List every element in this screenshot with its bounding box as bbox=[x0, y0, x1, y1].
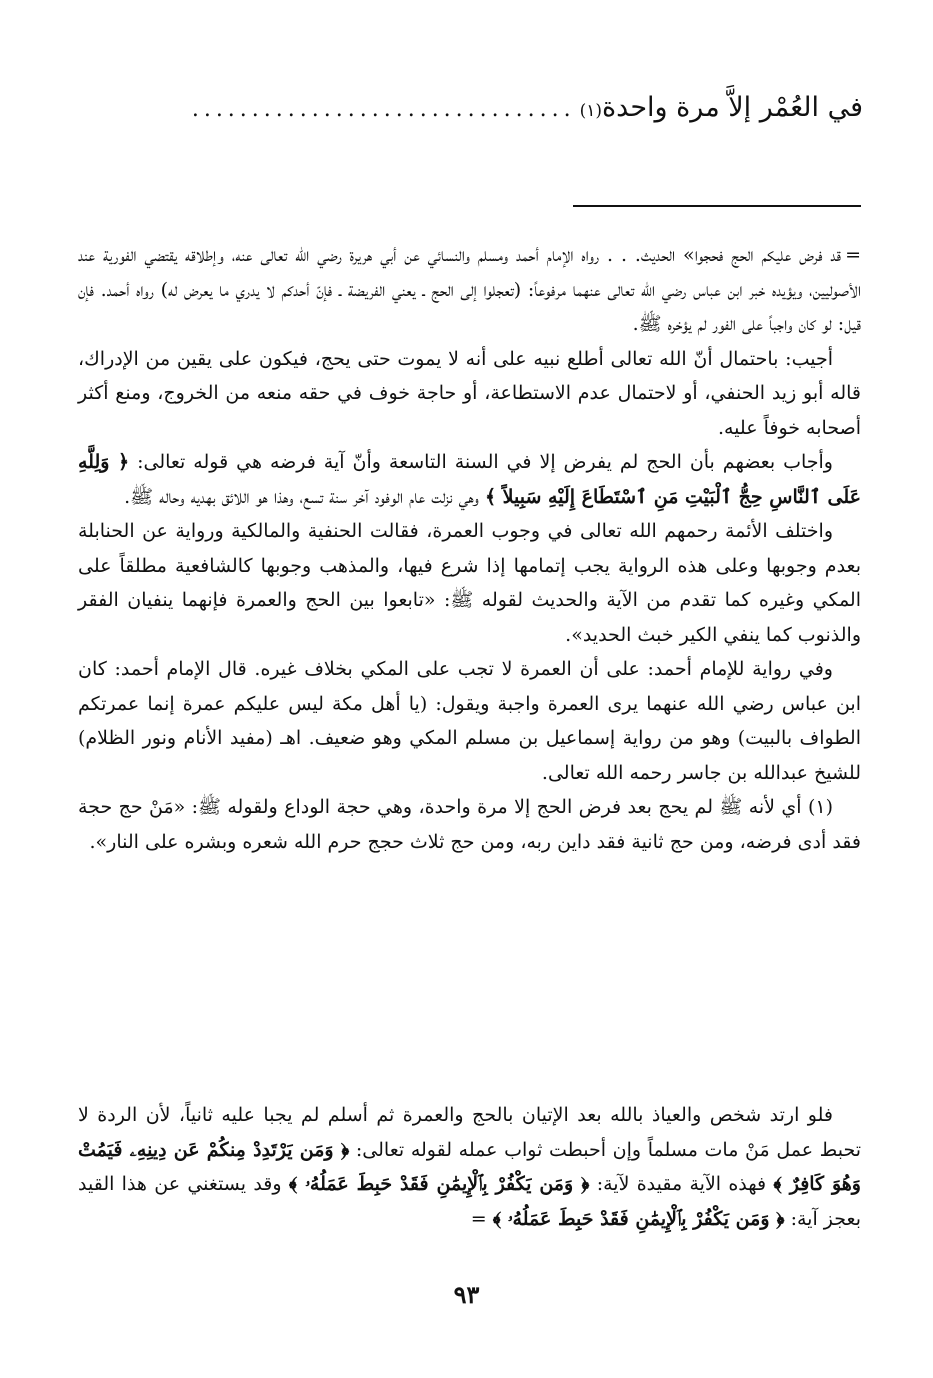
footnote-paragraph: وفي رواية للإمام أحمد: على أن العمرة لا تجب على المكي بخلاف غيره. قال الإمام أحمد: كان ابن عباس رضي الله عنهما يرى العمرة واجبة ويقول: (يا أهل مكة ليس عليكم عمرة إنما عمرتكم الطواف بالبيت) وهو من رواية إسماعيل بن مسلم المكي وهو ضعيف. اهـ (مفيد الأنام ونور الظلام) للشيخ عبدالله بن جاسر رحمه الله تعالى. bbox=[78, 658, 861, 784]
quran-verse: ﴿ وَمَن يَرْتَدِدْ مِنكُمْ عَن دِينِهِۦ فَيَمُتْ وَهُوَ كَافِرٌ ﴾ bbox=[78, 1138, 861, 1195]
header-text: في العُمْر إلاَّ مرة واحدة bbox=[602, 92, 863, 123]
running-header bbox=[70, 88, 863, 131]
quran-verse: ﴿ وَمَن يَكْفُرْ بِٱلْإِيمَٰنِ فَقَدْ حَبِطَ عَمَلُهُۥ ﴾ bbox=[288, 1173, 590, 1195]
continuation-mark: = bbox=[470, 1207, 487, 1230]
body-text: وقد يستغني عن هذا القيد بعجز آية: bbox=[78, 1173, 861, 1230]
body-text: فلو ارتد شخص والعياذ بالله بعد الإتيان بالحج والعمرة ثم أسلم لم يجبا عليه ثانياً، لأن الردة لا تحبط عمل مَنْ مات مسلماً وإن أحبطت ثواب عمله لقوله تعالى: bbox=[78, 1104, 862, 1161]
footnote-paragraph: واختلف الأئمة رحمهم الله تعالى في وجوب العمرة، فقالت الحنفية والمالكية ورواية عن الحنابلة بعدم وجوبها وعلى هذه الرواية يجب إتمامها إذا شرع فيها، والمذهب وجوبها كالشافعية مطلقاً على المكي وغيره كما تقدم من الآية والحديث لقوله ﷺ: «تابعوا بين الحج والعمرة فإنهما ينفيان الفقر والذنوب كما ينفي الكير خبث الحديد». bbox=[78, 520, 861, 646]
footnote-text: وأجاب بعضهم بأن الحج لم يفرض إلا في السنة التاسعة وأنّ آية فرضه هي قوله تعالى: bbox=[137, 451, 833, 473]
footnote-text: وهي نزلت عام الوفود آخر سنة تسع، وهذا هو اللائق بهديه وحاله ﷺ. bbox=[124, 485, 479, 508]
footnote-1: (١) أي لأنه ﷺ لم يحج بعد فرض الحج إلا مرة واحدة، وهي حجة الوداع ولقوله ﷺ: «مَنْ حج حجة فقد أدى فرضه، ومن حج ثانية فقد داين ربه، ومن حج ثلاث حجج حرم الله شعره وبشره على النار». bbox=[78, 796, 861, 853]
header-footnote-mark: (١) bbox=[579, 101, 603, 121]
body-text: فهذه الآية مقيدة لآية: bbox=[596, 1173, 767, 1195]
footnotes-block bbox=[78, 238, 861, 859]
quran-verse: ﴿ وَلِلَّهِ عَلَى ٱلنَّاسِ حِجُّ ٱلْبَيْتِ مَنِ ٱسْتَطَاعَ إِلَيْهِ سَبِيلاً ﴾ bbox=[78, 451, 861, 508]
footnote-paragraph: أجيب: باحتمال أنّ الله تعالى أطلع نبيه على أنه لا يموت حتى يحج، فيكون على يقين من الإدراك، قاله أبو زيد الحنفي، أو لاحتمال عدم الاستطاعة، أو حاجة خوف في حقه منعه من الخروج، ومنع أكثر أصحابه خوفاً عليه. bbox=[78, 347, 861, 439]
footnote-separator bbox=[573, 205, 861, 207]
footnote-paragraph bbox=[78, 445, 861, 514]
page-number: ٩٣ bbox=[453, 1280, 480, 1309]
header-leader-dots: ................................ bbox=[191, 97, 576, 122]
quran-verse: ﴿ وَمَن يَكْفُرْ بِٱلْإِيمَٰنِ فَقَدْ حَبِطَ عَمَلُهُۥ ﴾ bbox=[492, 1207, 785, 1230]
footnote-paragraph bbox=[78, 238, 861, 342]
main-text bbox=[78, 1098, 861, 1236]
body-paragraph bbox=[78, 1098, 861, 1236]
continuation-mark: = bbox=[845, 244, 861, 266]
footnote-text: قد فرض عليكم الحج فحجوا» الحديث. . . رواه الإمام أحمد ومسلم والنسائي عن أبي هريرة رضي الله تعالى عنه، وإطلاقه يقتضي الفورية عند الأصوليين، ويؤيده خبر ابن عباس رضي الله تعالى عنهما مرفوعاً: (تعجلوا إلى الحج ـ يعني الفريضة ـ فإنّ أحدكم لا يدري ما يعرض له) رواه أحمد. فإن قيل: لو كان واجباً على الفور لم يؤخره ﷺ. bbox=[78, 244, 861, 335]
